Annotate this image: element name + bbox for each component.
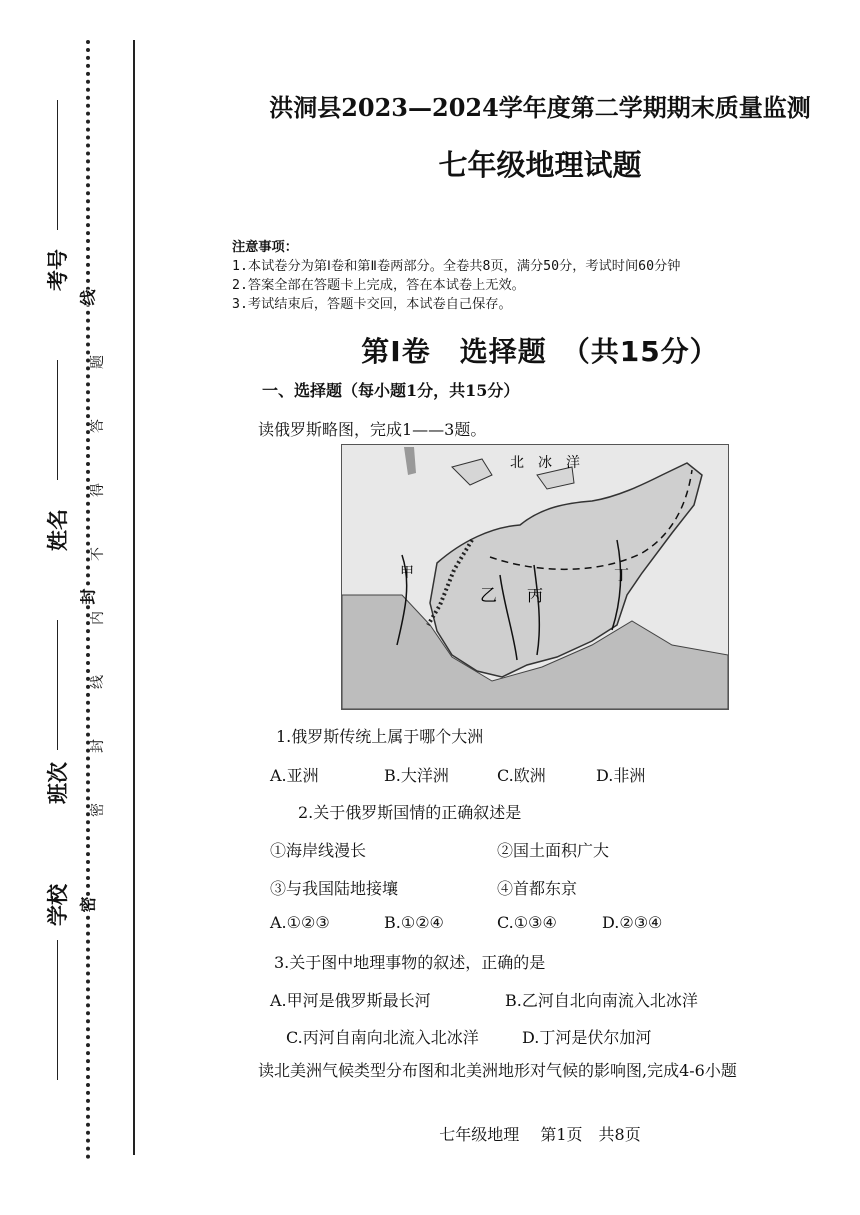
page-footer: 七年级地理 第1页 共8页 xyxy=(439,1125,641,1144)
q2-statement: ①海岸线漫长 xyxy=(270,841,367,860)
q2-option-a[interactable]: A.①②③ xyxy=(270,913,330,932)
q3-option-a[interactable]: A.甲河是俄罗斯最长河 xyxy=(270,991,431,1010)
notes-block xyxy=(232,238,857,314)
section-heading: 一、选择题（每小题1分，共15分） xyxy=(262,381,520,400)
notice-char: 密 xyxy=(90,803,106,817)
seal-feng: 封 xyxy=(76,588,99,604)
notes-item: 2.答案全部在答题卡上完成，答在本试卷上无效。 xyxy=(232,278,525,293)
q1-option-c[interactable]: C.欧洲 xyxy=(497,766,546,785)
q1-stem: 1.俄罗斯传统上属于哪个大洲 xyxy=(276,727,484,746)
notes-item: 1.本试卷分为第Ⅰ卷和第Ⅱ卷两部分。全卷共8页，满分50分，考试时间60分钟 xyxy=(232,259,681,274)
q2-statement: ②国土面积广大 xyxy=(497,841,610,860)
kaohao-blank[interactable] xyxy=(57,100,58,230)
q1-option-d[interactable]: D.非洲 xyxy=(596,766,646,785)
xuexiao-blank[interactable] xyxy=(57,940,58,1080)
q3-option-d[interactable]: D.丁河是伏尔加河 xyxy=(522,1028,652,1047)
notice-char: 答 xyxy=(90,419,106,433)
notice-char: 不 xyxy=(90,547,106,561)
notice-char: 得 xyxy=(90,483,106,497)
exam-subtitle: 七年级地理试题 xyxy=(438,148,642,182)
seal-xian: 线 xyxy=(76,289,99,305)
q2-statement: ③与我国陆地接壤 xyxy=(270,879,399,898)
binding-notice xyxy=(90,330,130,842)
map-intro: 读俄罗斯略图，完成1——3题。 xyxy=(258,420,487,439)
xingming-blank[interactable] xyxy=(57,360,58,480)
q1-option-a[interactable]: A.亚洲 xyxy=(270,766,319,785)
q1-option-b[interactable]: B.大洋洲 xyxy=(384,766,449,785)
russia-map-drawing xyxy=(342,445,728,709)
binding-solid-line xyxy=(133,40,135,1155)
part-one-title: 第Ⅰ卷 选择题 （共15分） xyxy=(361,335,719,368)
next-intro: 读北美洲气候类型分布图和北美洲地形对气候的影响图,完成4-6小题 xyxy=(258,1061,737,1080)
q3-option-b[interactable]: B.乙河自北向南流入北冰洋 xyxy=(505,991,698,1010)
kaohao-label: 考号 xyxy=(42,247,72,293)
xuexiao-label: 学校 xyxy=(42,882,72,928)
q3-option-c[interactable]: C.丙河自南向北流入北冰洋 xyxy=(286,1028,479,1047)
map-label-ocean: 北 冰 洋 xyxy=(510,455,580,471)
notice-char: 内 xyxy=(90,611,106,625)
q2-stem: 2.关于俄罗斯国情的正确叙述是 xyxy=(298,803,522,822)
xingming-label: 姓名 xyxy=(42,507,72,553)
banci-label: 班次 xyxy=(42,760,72,806)
map-label-jia: 甲 xyxy=(400,565,414,581)
q2-option-c[interactable]: C.①③④ xyxy=(497,913,557,932)
q2-statement: ④首都东京 xyxy=(497,879,578,898)
banci-blank[interactable] xyxy=(57,620,58,750)
q3-stem: 3.关于图中地理事物的叙述，正确的是 xyxy=(274,953,546,972)
q2-option-b[interactable]: B.①②④ xyxy=(384,913,444,932)
notes-heading: 注意事项： xyxy=(232,240,298,255)
notes-item: 3.考试结束后，答题卡交回，本试卷自己保存。 xyxy=(232,297,512,312)
notice-char: 题 xyxy=(90,355,106,369)
notice-char: 封 xyxy=(90,739,106,753)
russia-map xyxy=(341,444,729,710)
notice-char: 线 xyxy=(90,675,106,689)
map-label-ding: 丁 xyxy=(614,566,630,584)
map-label-bing: 丙 xyxy=(527,586,544,605)
q2-option-d[interactable]: D.②③④ xyxy=(602,913,663,932)
exam-title: 洪洞县2023—2024学年度第二学期期末质量监测 xyxy=(269,93,811,122)
map-label-yi: 乙 xyxy=(480,586,497,606)
seal-mi: 密 xyxy=(76,896,99,912)
